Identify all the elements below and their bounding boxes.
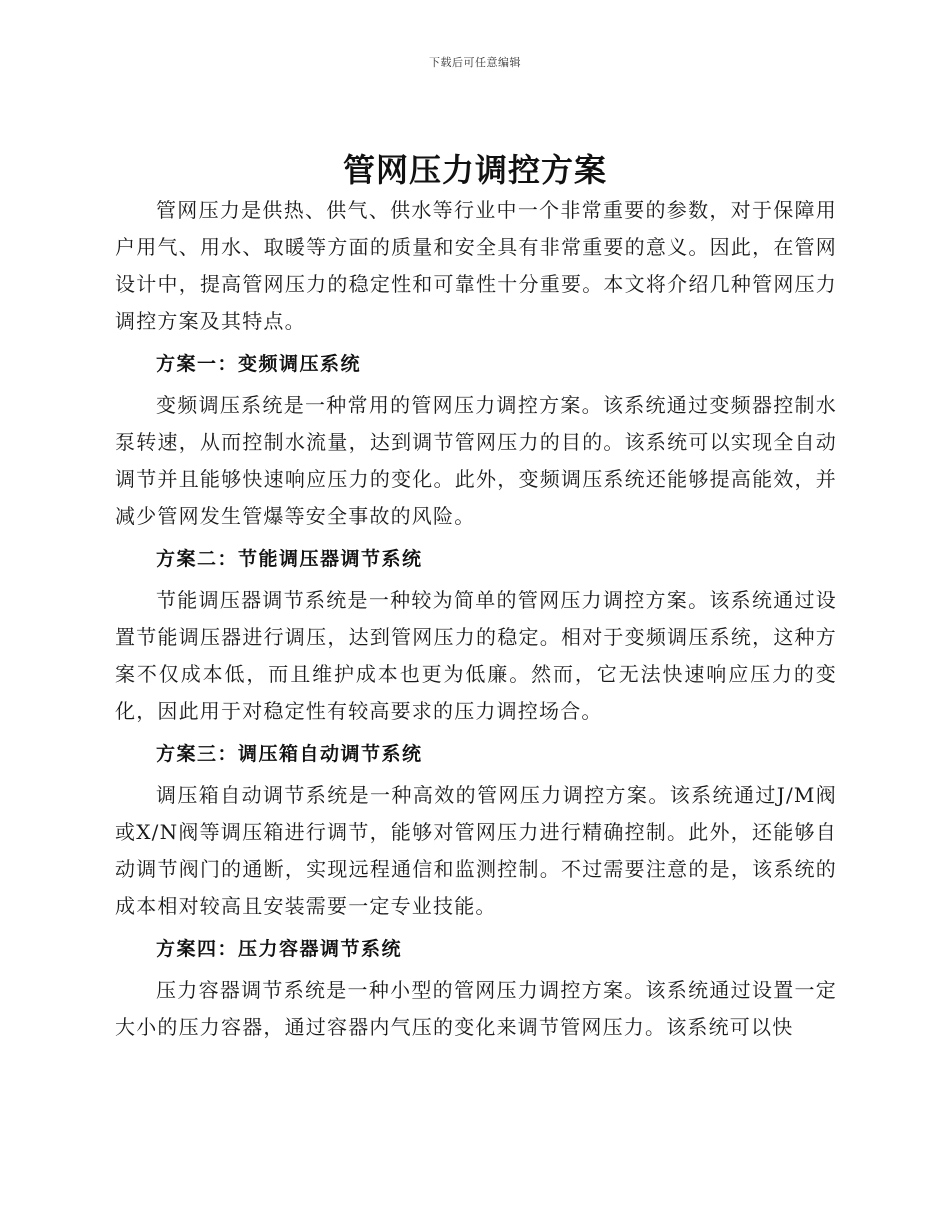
section-heading: 方案四：压力容器调节系统 (156, 938, 403, 960)
document-title: 管网压力调控方案 (342, 151, 607, 189)
intro-paragraph: 管网压力是供热、供气、供水等行业中一个非常重要的参数，对于保障用户用气、用水、取暖等方面的质量和安全具有非常重要的意义。因此，在管网设计中，提高管网压力的稳定性和可靠性十分重要。本文将介绍几种管网压力调控方案及其特点。 (115, 198, 837, 333)
section-paragraph: 节能调压器调节系统是一种较为简单的管网压力调控方案。该系统通过设置节能调压器进行调压，达到管网压力的稳定。相对于变频调压系统，这种方案不仅成本低，而且维护成本也更为低廉。然而，它无法快速响应压力的变化，因此用于对稳定性有较高要求的压力调控场合。 (115, 588, 837, 723)
section-paragraph: 调压箱自动调节系统是一种高效的管网压力调控方案。该系统通过J/M阀或X/N阀等调压箱进行调节，能够对管网压力进行精确控制。此外，还能够自动调节阀门的通断，实现远程通信和监测控制。不过需要注意的是，该系统的成本相对较高且安装需要一定专业技能。 (115, 783, 837, 918)
section-2 (115, 541, 837, 730)
section-1 (115, 346, 837, 535)
document-body (115, 192, 837, 1046)
section-heading: 方案三：调压箱自动调节系统 (156, 743, 423, 765)
section-paragraph: 变频调压系统是一种常用的管网压力调控方案。该系统通过变频器控制水泵转速，从而控制水流量，达到调节管网压力的目的。该系统可以实现全自动调节并且能够快速响应压力的变化。此外，变频调压系统还能够提高能效，并减少管网发生管爆等安全事故的风险。 (115, 393, 837, 528)
page-header: 下载后可任意编辑 (429, 56, 521, 69)
section-4 (115, 931, 837, 1046)
section-3 (115, 736, 837, 925)
section-heading: 方案一：变频调压系统 (156, 353, 362, 375)
section-paragraph: 压力容器调节系统是一种小型的管网压力调控方案。该系统通过设置一定大小的压力容器，通过容器内气压的变化来调节管网压力。该系统可以快 (115, 978, 837, 1039)
section-heading: 方案二：节能调压器调节系统 (156, 548, 423, 570)
